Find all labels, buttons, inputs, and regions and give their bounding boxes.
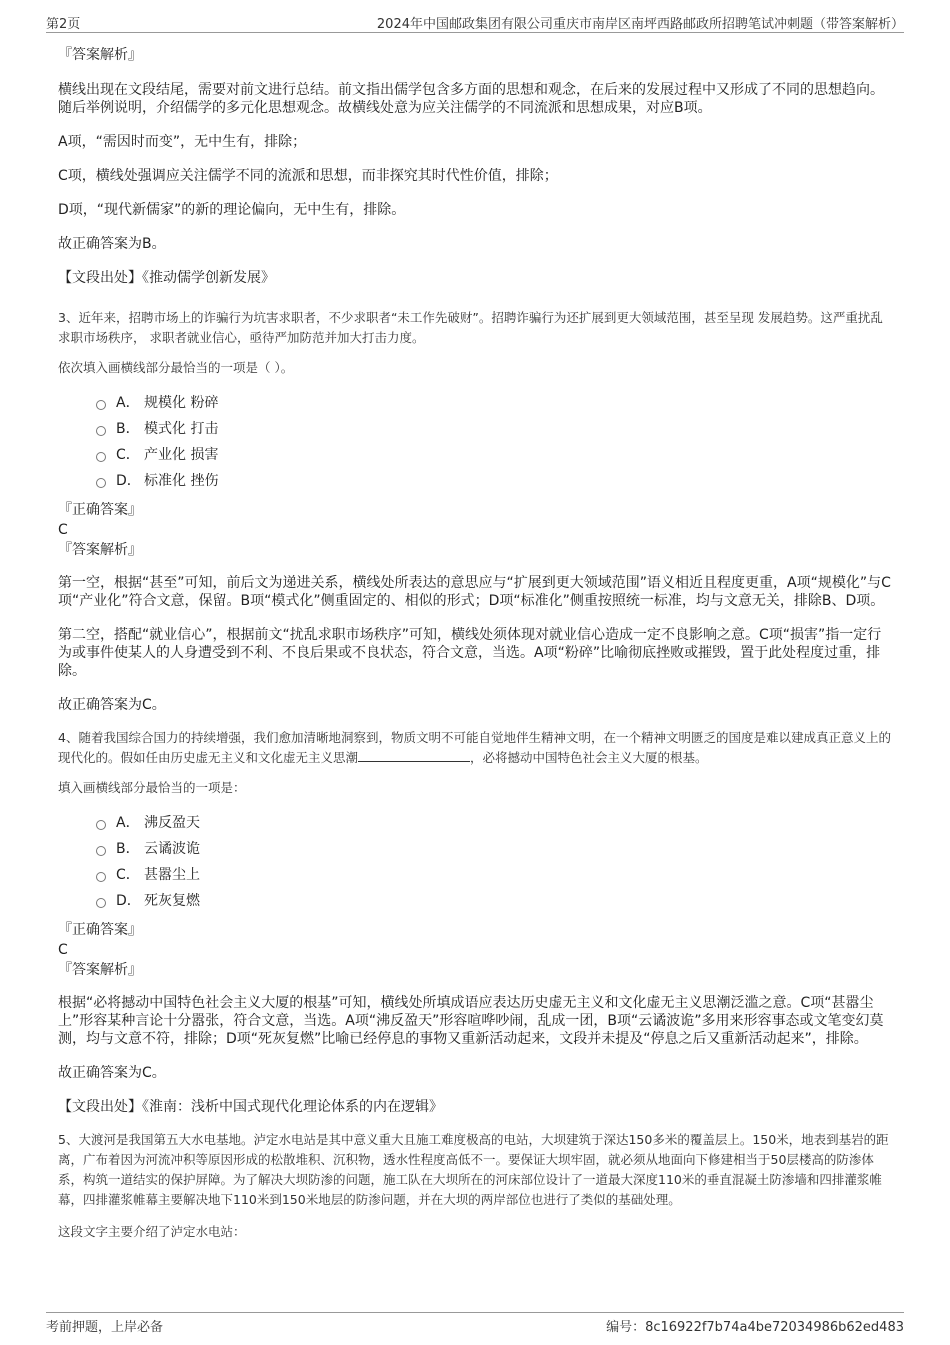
- option-text: 云谲波诡: [144, 841, 200, 857]
- fill-blank: [358, 749, 470, 762]
- q2-analysis-p4: D项，“现代新儒家”的新的理论偏向，无中生有，排除。: [58, 202, 406, 218]
- q4-question: [58, 728, 892, 768]
- q3-analysis-label: 『答案解析』: [58, 542, 142, 558]
- document-title: 2024年中国邮政集团有限公司重庆市南岸区南坪西路邮政所招聘笔试冲刺题（带答案解析）: [376, 17, 904, 32]
- q4-analysis-label: 『答案解析』: [58, 962, 142, 978]
- q4-option-d[interactable]: [96, 888, 892, 914]
- q4-option-a[interactable]: [96, 810, 892, 836]
- page-header: [46, 10, 904, 33]
- footer-code: 编号：8c16922f7b74a4be72034986b62ed483: [606, 1320, 904, 1335]
- footer-slogan: 考前押题，上岸必备: [46, 1320, 164, 1335]
- q4-options: [96, 810, 892, 914]
- q4-option-c[interactable]: [96, 862, 892, 888]
- q3-analysis-p1: 第一空，根据“甚至”可知，前后文为递进关系，横线处所表达的意思应与“扩展到更大领域范围”语义相近且程度更重，A项“规模化”与C项“产业化”符合文意，保留。B项“模式化”侧重固定的、相似的形式；D项“标准化”侧重按照统一标准，均与文意无关，排除B、D项。: [58, 575, 891, 609]
- q3-option-c[interactable]: [96, 442, 892, 468]
- q5-prompt: 这段文字主要介绍了泸定水电站：: [58, 1224, 246, 1239]
- option-text: 产业化 损害: [144, 447, 219, 463]
- option-letter: D．: [116, 893, 141, 909]
- q2-analysis-p3: C项，横线处强调应关注儒学不同的流派和思想，而非探究其时代性价值，排除；: [58, 168, 558, 184]
- q2-analysis-p2: A项，“需因时而变”，无中生有，排除；: [58, 134, 307, 150]
- q2-conclusion: 故正确答案为B。: [58, 236, 166, 252]
- q4-option-b[interactable]: [96, 836, 892, 862]
- q3-option-b[interactable]: [96, 416, 892, 442]
- q5-question: 5、大渡河是我国第五大水电基地。泸定水电站是其中意义重大且施工难度极高的电站，大坝建筑于深达150多米的覆盖层上。150米，地表到基岩的距离，广布着因为河流冲积等原因形成的松散堆积、沉积物，透水性程度高低不一。要保证大坝牢固，就必须从地面向下修建相当于50层楼高的防渗体系，构筑一道结实的保护屏障。为了解决大坝防渗的问题，施工队在大坝所在的河床部位设计了一道最大深度110米的垂直混凝土防渗墙和四排灌浆帷幕，四排灌浆帷幕主要解决地下110米到150米地层的防渗问题，并在大坝的两岸部位也进行了类似的基础处理。: [58, 1132, 889, 1207]
- q3-option-a[interactable]: [96, 390, 892, 416]
- q4-question-after: ，必将撼动中国特色社会主义大厦的根基。: [470, 750, 708, 765]
- radio-icon[interactable]: [96, 400, 106, 410]
- q4-correct-answer: C: [58, 942, 68, 958]
- option-letter: C．: [116, 867, 140, 883]
- radio-icon[interactable]: [96, 898, 106, 908]
- q2-analysis-p1: 横线出现在文段结尾，需要对前文进行总结。前文指出儒学包含多方面的思想和观念，在后来的发展过程中又形成了不同的思想趋向。随后举例说明，介绍儒学的多元化思想观念。故横线处意为应关注儒学的不同流派和思想成果，对应B项。: [58, 82, 884, 116]
- radio-icon[interactable]: [96, 820, 106, 830]
- q3-option-d[interactable]: [96, 468, 892, 494]
- q4-question-before: 4、随着我国综合国力的持续增强，我们愈加清晰地洞察到，物质文明不可能自觉地伴生精神文明，在一个精神文明匮乏的国度是难以建成真正意义上的现代化的。假如任由历史虚无主义和文化虚无主义思潮: [58, 730, 891, 765]
- option-letter: B．: [116, 421, 140, 437]
- q3-conclusion: 故正确答案为C。: [58, 697, 166, 713]
- option-letter: D．: [116, 473, 141, 489]
- option-text: 甚嚣尘上: [144, 867, 200, 883]
- option-text: 死灰复燃: [144, 893, 200, 909]
- q3-question: 3、近年来，招聘市场上的诈骗行为坑害求职者，不少求职者“未工作先破财”。招聘诈骗行为还扩展到更大领域范围，甚至呈现 发展趋势。这严重扰乱求职市场秩序， 求职者就业信心，亟待严加防范并加大打击力度。: [58, 310, 883, 345]
- radio-icon[interactable]: [96, 452, 106, 462]
- page-footer: [46, 1312, 904, 1333]
- radio-icon[interactable]: [96, 478, 106, 488]
- q3-correct-label: 『正确答案』: [58, 502, 142, 518]
- radio-icon[interactable]: [96, 846, 106, 856]
- document-content: [58, 44, 892, 1242]
- radio-icon[interactable]: [96, 426, 106, 436]
- option-letter: A．: [116, 395, 140, 411]
- page-number: 第2页: [46, 17, 81, 32]
- q4-analysis-p1: 根据“必将撼动中国特色社会主义大厦的根基”可知，横线处所填成语应表达历史虚无主义和文化虚无主义思潮泛滥之意。C项“甚嚣尘上”形容某种言论十分嚣张，符合文意，当选。A项“沸反盈天”形容喧哗吵闹，乱成一团，B项“云谲波诡”多用来形容事态或文笔变幻莫测，均与文意不符，排除；D项“死灰复燃”比喻已经停息的事物又重新活动起来，文段并未提及“停息之后又重新活动起来”，排除。: [58, 995, 884, 1047]
- q4-prompt: 填入画横线部分最恰当的一项是：: [58, 780, 246, 795]
- q3-prompt: 依次填入画横线部分最恰当的一项是（ ）。: [58, 360, 294, 375]
- q3-analysis-p2: 第二空，搭配“就业信心”，根据前文“扰乱求职市场秩序”可知，横线处须体现对就业信心造成一定不良影响之意。C项“损害”指一定行为或事件使某人的人身遭受到不利、不良后果或不良状态，符合文意，当选。A项“粉碎”比喻彻底挫败或摧毁，置于此处程度过重，排除。: [58, 627, 882, 679]
- q4-source: 【文段出处】《淮南：浅析中国式现代化理论体系的内在逻辑》: [58, 1099, 443, 1115]
- q3-correct-answer: C: [58, 522, 68, 538]
- option-text: 标准化 挫伤: [144, 473, 219, 489]
- option-letter: A．: [116, 815, 140, 831]
- q4-conclusion: 故正确答案为C。: [58, 1065, 166, 1081]
- q3-options: [96, 390, 892, 494]
- option-letter: C．: [116, 447, 140, 463]
- q4-correct-label: 『正确答案』: [58, 922, 142, 938]
- q2-analysis-label: 『答案解析』: [58, 47, 142, 63]
- option-text: 模式化 打击: [144, 421, 219, 437]
- option-text: 沸反盈天: [144, 815, 200, 831]
- radio-icon[interactable]: [96, 872, 106, 882]
- option-text: 规模化 粉碎: [144, 395, 219, 411]
- option-letter: B．: [116, 841, 140, 857]
- q2-source: 【文段出处】《推动儒学创新发展》: [58, 270, 275, 286]
